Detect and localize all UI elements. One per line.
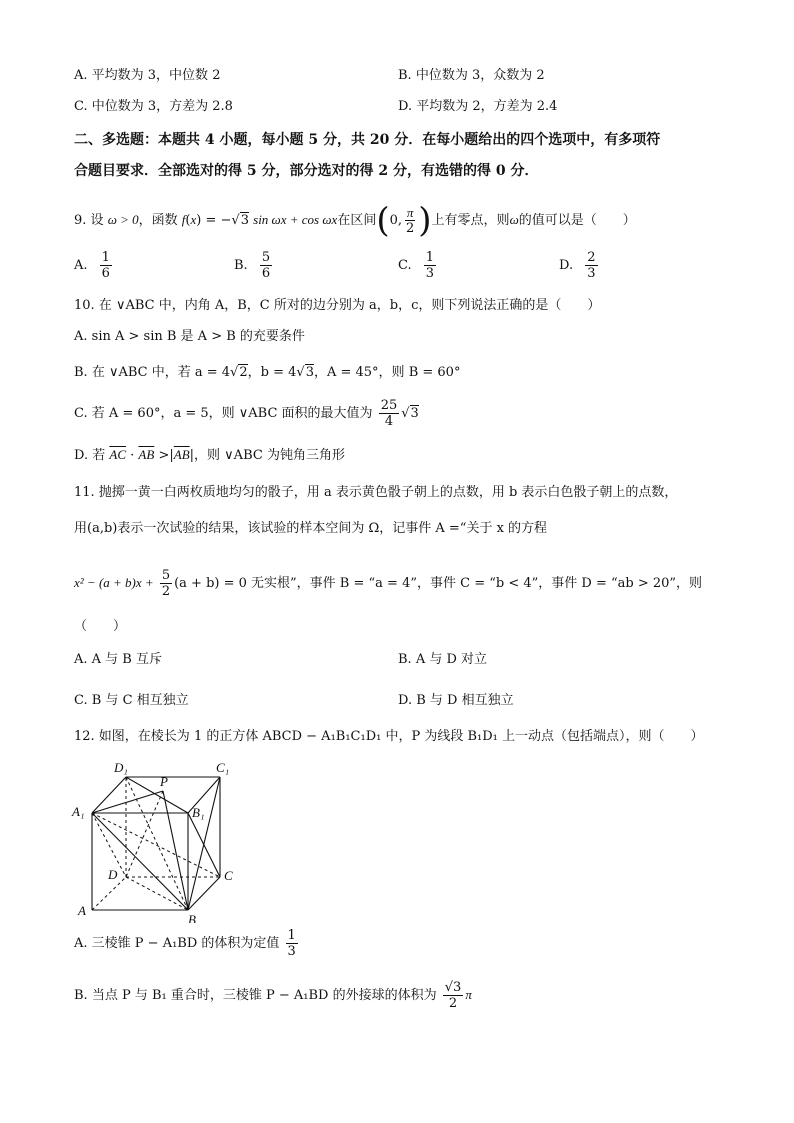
- q9-option-c: C. $\frac{1}{3}$: [398, 250, 435, 281]
- q9-interval-fraction: $\frac{\pi}{2}$: [406, 205, 415, 236]
- q11-line4: （ ）: [74, 619, 127, 634]
- q10-stem: 10. 在 ∨ABC 中，内角 A，B，C 所对的边分别为 a，b，c，则下列说法正确的是（ ）: [74, 298, 601, 313]
- segment-b1d1: [126, 777, 188, 813]
- q8-option-b: B. 中位数为 3，众数为 2: [398, 68, 545, 83]
- label-d: D: [108, 867, 118, 882]
- segment-c1b: [188, 777, 220, 910]
- q9-label: 9. 设: [74, 213, 104, 228]
- segment-d1b: [126, 777, 188, 910]
- label-d1: D₁: [114, 760, 128, 775]
- q11-option-a: A. A 与 B 互斥: [74, 652, 162, 667]
- q9-option-d: D. $\frac{2}{3}$: [559, 250, 596, 281]
- q12-stem: 12. 如图，在棱长为 1 的正方体 ABCD − A₁B₁C₁D₁ 中，P 为线段 B₁D₁ 上一动点（包括端点），则（ ）: [74, 729, 704, 744]
- label-a: A: [78, 903, 86, 918]
- q9-option-b: B. $\frac{5}{6}$: [234, 250, 271, 281]
- q8-option-a: A. 平均数为 3，中位数 2: [74, 68, 221, 83]
- q11-line1: 11. 抛掷一黄一白两枚质地均匀的骰子，用 a 表示黄色骰子朝上的点数，用 b 表示白色骰子朝上的点数，: [74, 485, 678, 500]
- label-b: B: [188, 912, 196, 923]
- label-b1: B₁: [192, 805, 205, 820]
- q8-option-c: C. 中位数为 3，方差为 2.8: [74, 99, 233, 114]
- q9-stem: 9. 设 ω > 0，函数 f(x) = −√3 sin ωx + cos ωx在区间(0, $\frac{\pi}{2}$ )上有零点，则ω的值可以是（ ）: [74, 200, 636, 241]
- q11-option-d: D. B 与 D 相互独立: [398, 693, 514, 708]
- label-p: P: [160, 774, 168, 789]
- label-c: C: [224, 868, 233, 883]
- q11-option-b: B. A 与 D 对立: [398, 652, 488, 667]
- q9-condition: ω > 0: [107, 212, 139, 227]
- q12-option-b: B. 当点 P 与 B₁ 重合时，三棱锥 P − A₁BD 的外接球的体积为 $\frac{√3}{2}$ π: [74, 980, 472, 1011]
- q10-option-c: C. 若 A = 60°，a = 5，则 ∨ABC 面积的最大值为 $\frac{25}{4}$ √3: [74, 398, 419, 429]
- q8-option-d: D. 平均数为 2，方差为 2.4: [398, 99, 558, 114]
- edge-bc: [188, 877, 220, 910]
- q11-option-c: C. B 与 C 相互独立: [74, 693, 189, 708]
- cube-figure: [70, 755, 250, 923]
- vector-ac: $\overline{AC}$: [109, 447, 126, 462]
- segment-db: [126, 877, 188, 910]
- q11-line2: 用(a,b)表示一次试验的结果，该试验的样本空间为 Ω，记事件 A =“关于 x 的方程: [74, 521, 548, 536]
- q12-option-a: A. 三棱锥 P − A₁BD 的体积为定值 $\frac{1}{3}$: [74, 928, 296, 959]
- label-c1: C₁: [216, 760, 230, 775]
- section-heading-line2: 合题目要求．全部选对的得 5 分，部分选对的得 2 分，有选错的得 0 分．: [74, 163, 539, 179]
- q9-function-rhs: sin ωx + cos ωx: [253, 212, 338, 227]
- q10-option-a: A. sin A > sin B 是 A > B 的充要条件: [74, 329, 305, 344]
- section-heading-line1: 二、多选题：本题共 4 小题，每小题 5 分，共 20 分．在每小题给出的四个选项中，有多项符: [74, 132, 661, 148]
- segment-pd: [126, 791, 163, 877]
- q9-option-a: A. $\frac{1}{6}$: [74, 250, 110, 281]
- q11-line3: x² − (a + b)x + $\frac{5}{2}$ (a + b) = 0 无实根”，事件 B = “a = 4”，事件 C = “b < 4”，事件 D = “ab > 20”，则: [74, 568, 703, 599]
- vector-ab: $\overline{AB}$: [138, 447, 155, 462]
- vector-ab-magnitude: $\overline{AB}$: [173, 447, 190, 462]
- q10-option-d: D. 若 $\overline{AC} \cdot \overline{AB} >|\overline{AB}|$，则 ∨ABC 为钝角三角形: [74, 447, 345, 463]
- label-a1: A₁: [72, 804, 85, 819]
- q10-option-b: B. 在 ∨ABC 中，若 a = 4√2，b = 4√3，A = 45°，则 B = 60°: [74, 365, 461, 380]
- segment-pb: [163, 791, 188, 910]
